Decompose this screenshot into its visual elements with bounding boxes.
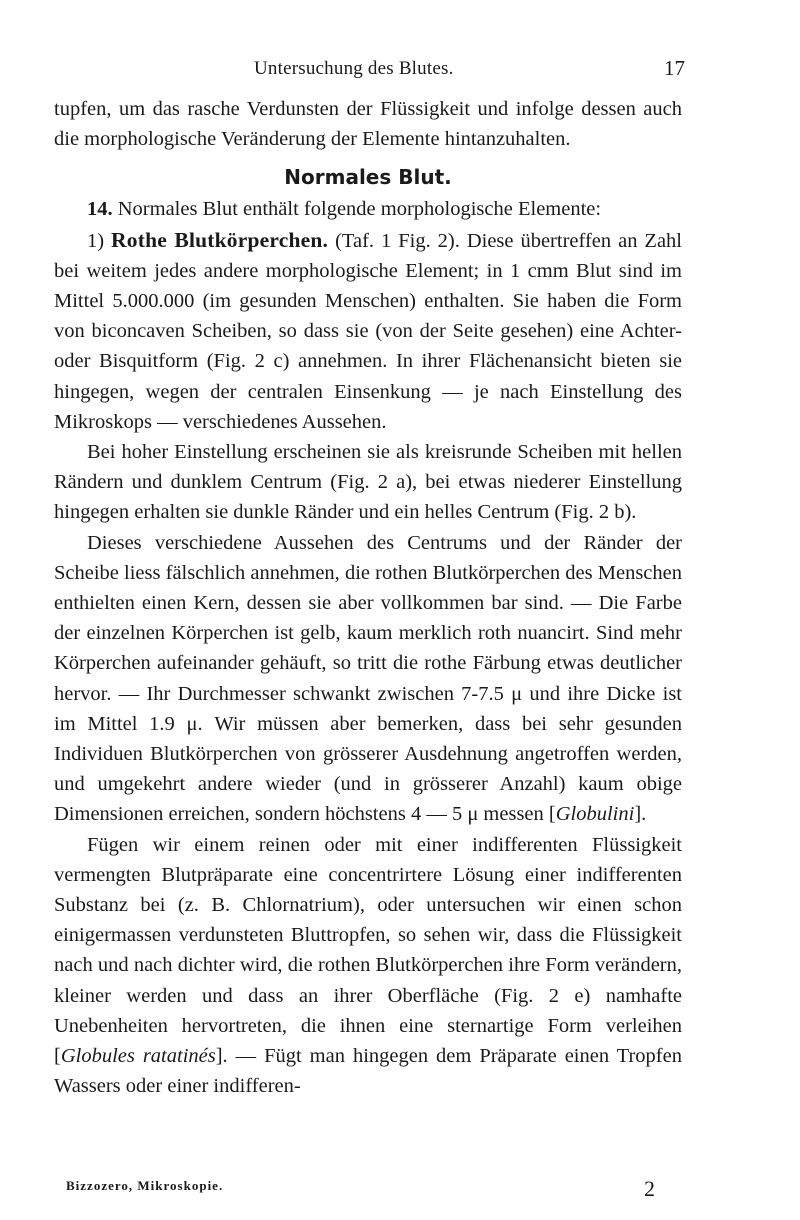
body-text xyxy=(54,94,682,1102)
term-rothe-blutkoerperchen: Rothe Blutkörperchen. xyxy=(111,227,329,252)
paragraph-14 xyxy=(54,194,682,224)
term-globulini: Globulini xyxy=(555,803,635,826)
paragraph-dieses-text: Dieses verschiedene Aussehen des Centrums und der Ränder der Scheibe liess fälschlich annehmen, die rothen Blutkörperchen des Menschen enthielten einen Kern, dessen sie aber vollkommen bar sind. — Die Farbe der einzelnen Körperchen ist gelb, kaum merklich roth nuancirt. Sind mehr Körperchen aufeinander gehäuft, so tritt die rothe Färbung etwas deutlicher hervor. — Ihr Durchmesser schwankt zwischen 7-7.5 μ und ihre Dicke ist im Mittel 1.9 μ. Wir müssen aber bemerken, dass bei sehr gesunden Individuen Blutkörperchen von grösserer Ausdehnung angetroffen werden, und umgekehrt andere wieder (und in grösserer Anzahl) kaum obige Dimensionen erreichen, sondern höchstens 4 — 5 μ messen [ xyxy=(54,531,682,826)
signature-mark: 2 xyxy=(644,1176,655,1201)
paragraph-fuegen-text: Fügen wir einem reinen oder mit einer indifferenten Flüssigkeit vermengten Blutpräparate eine concentrirtere Lösung einer indifferenten Substanz bei (z. B. Chlornatrium), oder untersuchen wir einen schon einigermassen verdunsteten Bluttropfen, so sehen wir, dass die Flüssigkeit nach und nach dichter wird, die rothen Blutkörperchen ihre Form verändern, kleiner werden und dass an ihrer Oberfläche (Fig. 2 e) namhafte Unebenheiten hervortreten, die ihnen eine sternartige Form verleihen [ xyxy=(54,833,682,1068)
paragraph-fuegen-end: ]. — Fügt man hingegen dem Präparate einen Tropfen Wassers oder einer indifferen- xyxy=(54,1045,682,1098)
paragraph-einstellung: Bei hoher Einstellung erscheinen sie als kreisrunde Scheiben mit hellen Rändern und dunklem Centrum (Fig. 2 a), bei etwas niederer Einstellung hingegen erhalten sie dunkle Ränder und ein helles Centrum (Fig. 2 b). xyxy=(54,441,682,524)
paragraph-fuegen xyxy=(54,830,682,1102)
section-heading: Normales Blut. xyxy=(284,165,452,190)
intro-paragraph: tupfen, um das rasche Verdunsten der Flüssigkeit und infolge dessen auch die morphologische Veränderung der Elemente hintanzuhalten. xyxy=(54,98,682,151)
term-globules-ratatines: Globules ratatinés xyxy=(60,1045,216,1068)
page-header xyxy=(0,56,800,86)
paragraph-number: 14. xyxy=(87,198,113,221)
page-number: 17 xyxy=(664,56,685,80)
paragraph-dieses xyxy=(54,528,682,830)
footer-imprint: Bizzozero, Mikroskopie. xyxy=(66,1178,224,1193)
running-title: Untersuchung des Blutes. xyxy=(254,58,454,79)
page-footer xyxy=(66,1178,686,1202)
paragraph-14-text: Normales Blut enthält folgende morphologische Elemente: xyxy=(112,198,602,221)
list-marker: 1) xyxy=(87,229,112,252)
paragraph-rothe-blutkoerperchen xyxy=(54,225,682,437)
paragraph-dieses-end: ]. xyxy=(634,803,647,826)
paragraph-rothe-text: (Taf. 1 Fig. 2). Diese übertreffen an Zahl bei weitem jedes andere morphologische Element; in 1 cmm Blut sind im Mittel 5.000.000 (im gesunden Menschen) enthalten. Sie haben die Form von biconcaven Scheiben, so dass sie (von der Seite gesehen) eine Achter- oder Bisquitform (Fig. 2 c) annehmen. In ihrer Flächenansicht bieten sie hingegen, wegen der centralen Einsenkung — je nach Einstellung des Mikroskops — verschiedenes Aussehen. xyxy=(54,229,682,433)
